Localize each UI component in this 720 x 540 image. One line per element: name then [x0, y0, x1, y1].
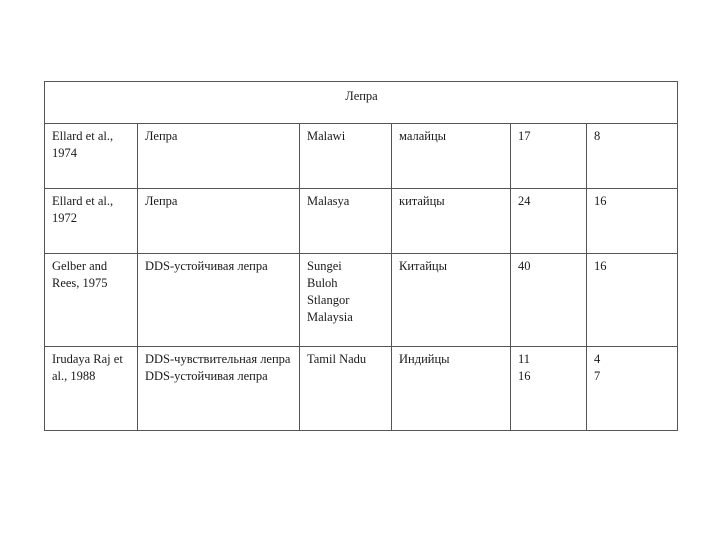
cell-population: китайцы — [392, 189, 511, 254]
cell-value-a: 24 — [511, 189, 587, 254]
cell-value-a: 40 — [511, 254, 587, 347]
table-row — [45, 347, 678, 431]
cell-value-b: 16 — [587, 189, 678, 254]
cell-location: Sungei Buloh Stlangor Malaysia — [300, 254, 392, 347]
cell-study: Ellard et al., 1974 — [45, 124, 138, 189]
caption-row — [45, 82, 678, 124]
cell-disease: DDS-чувствительная лепра DDS-устойчивая лепра — [138, 347, 300, 431]
cell-value-a: 17 — [511, 124, 587, 189]
data-table-container — [44, 81, 678, 431]
cell-location: Malasya — [300, 189, 392, 254]
cell-study: Gelber and Rees, 1975 — [45, 254, 138, 347]
cell-study: Ellard et al., 1972 — [45, 189, 138, 254]
table-row — [45, 124, 678, 189]
cell-value-b: 4 7 — [587, 347, 678, 431]
cell-location: Malawi — [300, 124, 392, 189]
table-row — [45, 189, 678, 254]
leprosy-table — [44, 81, 678, 431]
table-caption: Лепра — [45, 82, 678, 124]
cell-population: малайцы — [392, 124, 511, 189]
cell-disease: Лепра — [138, 124, 300, 189]
cell-population: Индийцы — [392, 347, 511, 431]
cell-disease: DDS-устойчивая лепра — [138, 254, 300, 347]
cell-value-b: 16 — [587, 254, 678, 347]
cell-study: Irudaya Raj et al., 1988 — [45, 347, 138, 431]
table-row — [45, 254, 678, 347]
cell-value-a: 11 16 — [511, 347, 587, 431]
cell-value-b: 8 — [587, 124, 678, 189]
cell-disease: Лепра — [138, 189, 300, 254]
cell-population: Китайцы — [392, 254, 511, 347]
cell-location: Tamil Nadu — [300, 347, 392, 431]
